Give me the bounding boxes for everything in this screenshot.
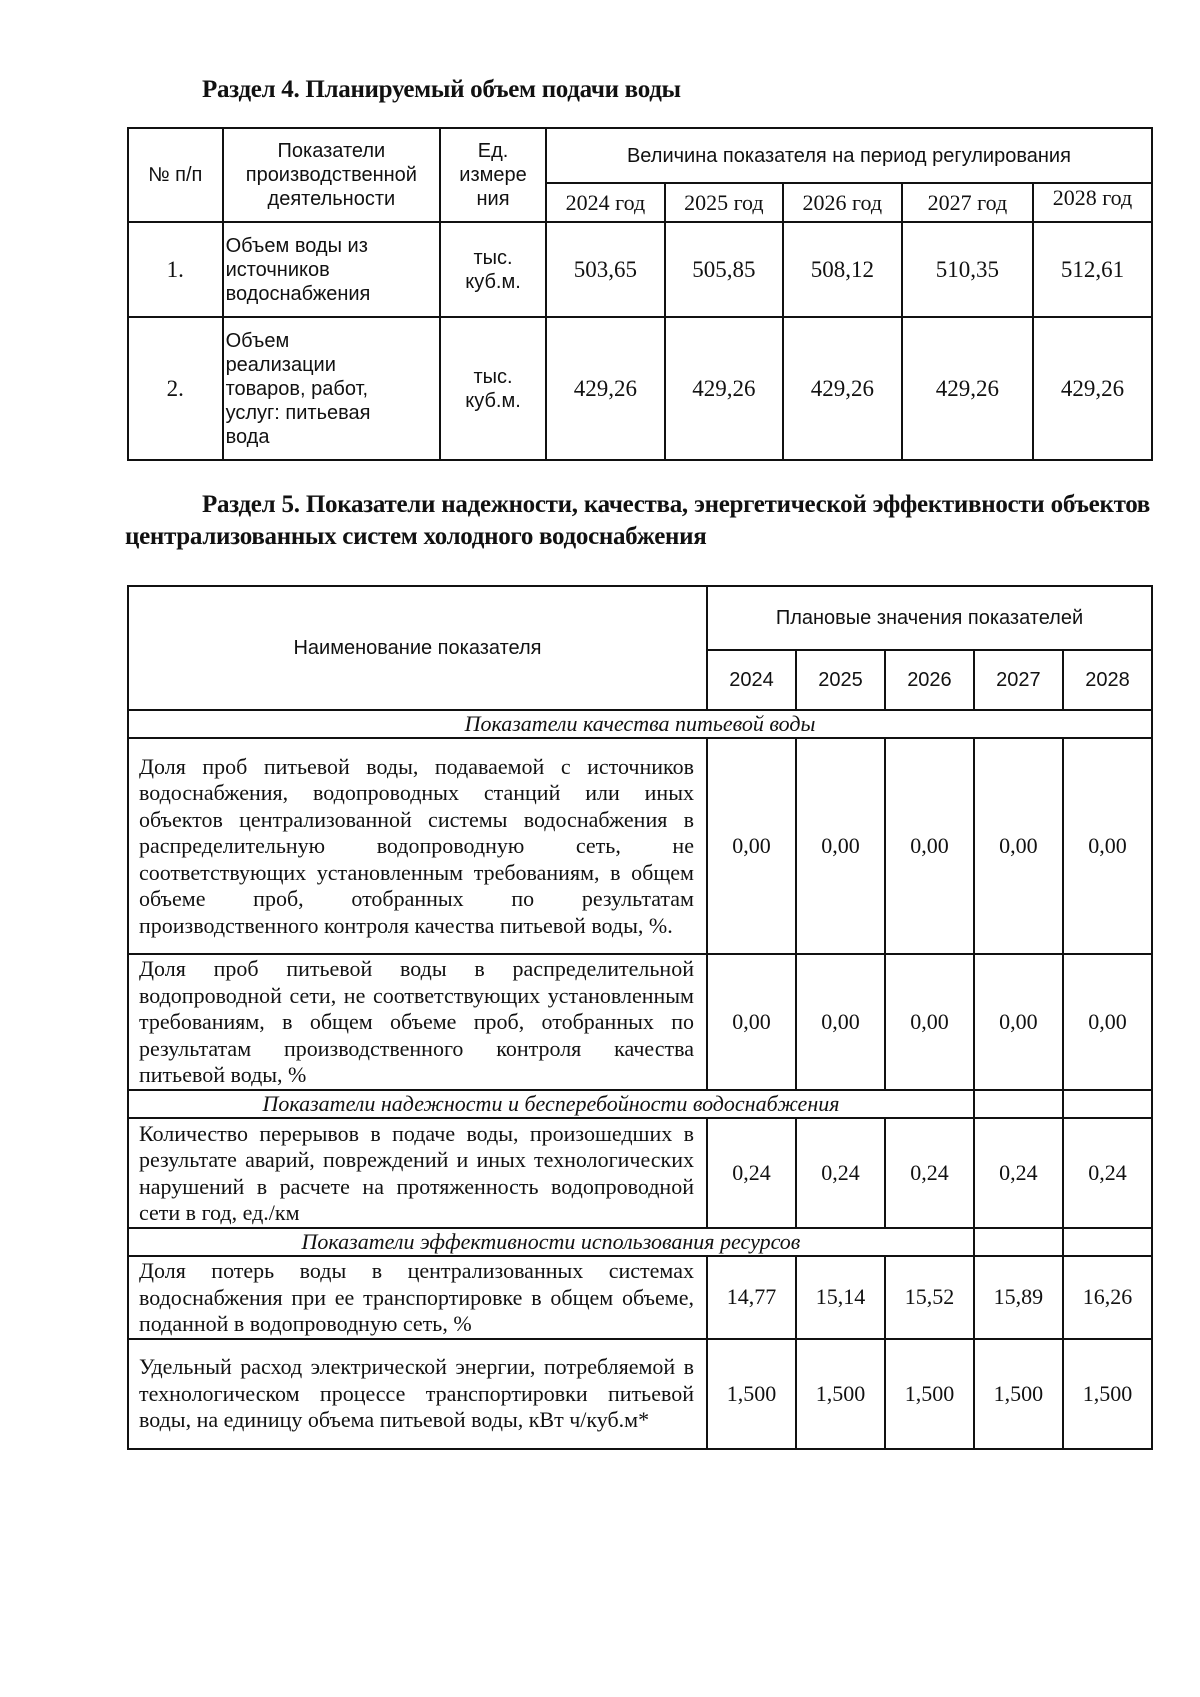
header-year: 2025 год [665,183,783,222]
row-unit: тыс. куб.м. [440,317,546,460]
row-value: 505,85 [665,222,783,317]
empty-cell [974,1228,1063,1256]
section-5-title: Раздел 5. Показатели надежности, качества, энергетической эффективности объектов централизованных систем холодного водоснабжения [125,491,1150,550]
header-period: Величина показателя на период регулирования [546,128,1152,183]
row-value: 0,00 [707,738,796,954]
row-value: 0,24 [1063,1118,1152,1228]
water-supply-volume-table [127,127,1153,461]
row-value: 429,26 [783,317,902,460]
row-value: 1,500 [1063,1339,1152,1449]
table-row [128,317,1152,460]
row-value: 0,00 [796,738,885,954]
group-title: Показатели качества питьевой воды [128,710,1152,738]
row-indicator: Объем реализации товаров, работ, услуг: питьевая вода [223,317,441,460]
row-number: 2. [128,317,223,460]
row-value: 14,77 [707,1256,796,1339]
row-value: 510,35 [902,222,1033,317]
row-value: 512,61 [1033,222,1152,317]
row-value: 1,500 [796,1339,885,1449]
table-row [128,1118,1152,1228]
empty-cell [1063,1090,1152,1118]
row-value: 0,00 [885,738,974,954]
row-value: 0,00 [974,738,1063,954]
row-value: 0,00 [974,954,1063,1090]
header-indicator: Показатели производственной деятельности [223,128,441,222]
row-unit: тыс. куб.м. [440,222,546,317]
row-number: 1. [128,222,223,317]
row-indicator: Количество перерывов в подаче воды, произошедших в результате аварий, повреждений и иных технологических нарушений в расчете на протяженность водопроводной сети в год, ед./км [128,1118,707,1228]
reliability-quality-table [127,585,1153,1450]
row-value: 503,65 [546,222,665,317]
header-year: 2027 год [902,183,1033,222]
row-value: 0,00 [707,954,796,1090]
row-value: 429,26 [546,317,665,460]
header-year: 2024 [707,650,796,710]
row-value: 1,500 [974,1339,1063,1449]
row-value: 0,24 [796,1118,885,1228]
row-value: 508,12 [783,222,902,317]
row-value: 0,24 [885,1118,974,1228]
row-indicator: Удельный расход электрической энергии, потребляемой в технологическом процессе транспортировки питьевой воды, на единицу объема питьевой воды, кВт ч/куб.м* [128,1339,707,1449]
row-value: 15,14 [796,1256,885,1339]
header-indicator-name: Наименование показателя [128,586,707,710]
row-indicator: Доля проб питьевой воды в распределительной водопроводной сети, не соответствующих установленным требованиям, в общем объеме проб, отобранных по результатам производственного контроля качества питьевой воды, % [128,954,707,1090]
row-value: 0,00 [1063,738,1152,954]
header-planned: Плановые значения показателей [707,586,1152,650]
row-value: 16,26 [1063,1256,1152,1339]
header-year: 2028 [1063,650,1152,710]
row-value: 1,500 [885,1339,974,1449]
empty-cell [1063,1228,1152,1256]
table-row [128,954,1152,1090]
table-row [128,738,1152,954]
group-title: Показатели эффективности использования ресурсов [128,1228,974,1256]
row-value: 15,52 [885,1256,974,1339]
header-year: 2026 [885,650,974,710]
header-year: 2027 [974,650,1063,710]
row-value: 15,89 [974,1256,1063,1339]
header-num: № п/п [128,128,223,222]
header-year: 2026 год [783,183,902,222]
row-indicator: Объем воды из источников водоснабжения [223,222,441,317]
row-indicator: Доля потерь воды в централизованных системах водоснабжения при ее транспортировке в общем объеме, поданной в водопроводную сеть, % [128,1256,707,1339]
row-value: 429,26 [665,317,783,460]
row-value: 0,24 [707,1118,796,1228]
group-title: Показатели надежности и бесперебойности водоснабжения [128,1090,974,1118]
table-row [128,1256,1152,1339]
header-unit: Ед. измере ния [440,128,546,222]
row-value: 1,500 [707,1339,796,1449]
section-4-title: Раздел 4. Планируемый объем подачи воды [202,76,681,103]
row-value: 0,24 [974,1118,1063,1228]
header-year: 2024 год [546,183,665,222]
empty-cell [974,1090,1063,1118]
row-value: 429,26 [902,317,1033,460]
row-value: 0,00 [1063,954,1152,1090]
table-row [128,222,1152,317]
row-value: 429,26 [1033,317,1152,460]
header-year: 2028 год [1033,183,1152,222]
row-indicator: Доля проб питьевой воды, подаваемой с источников водоснабжения, водопроводных станций или иных объектов централизованной системы водоснабжения в распределительную водопроводную сеть, не соответствующих установленным требованиям, в общем объеме проб, отобранных по результатам производственного контроля качества питьевой воды, %. [128,738,707,954]
row-value: 0,00 [885,954,974,1090]
row-value: 0,00 [796,954,885,1090]
table-row [128,1339,1152,1449]
header-year: 2025 [796,650,885,710]
